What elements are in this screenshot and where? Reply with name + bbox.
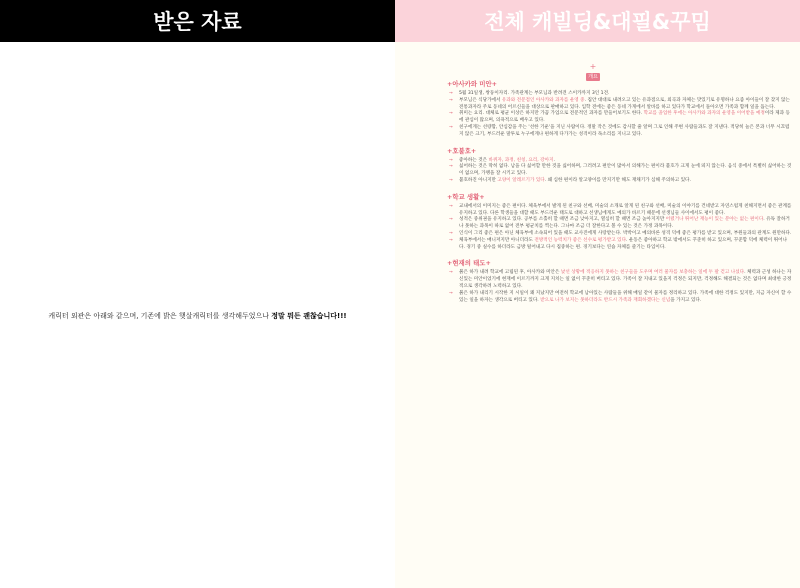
document-panel xyxy=(395,42,800,588)
document-section xyxy=(447,80,792,139)
right-header-title: 전체 캐빌딩&대필&꾸밈 xyxy=(484,10,711,34)
list-item xyxy=(449,98,792,112)
left-panel xyxy=(0,42,395,588)
arrow-icon: → xyxy=(449,270,453,276)
left-message-text: 캐릭터 외관은 아래와 같으며, 기존에 밝은 햇살캐릭터를 생각해두었으나 xyxy=(48,312,272,320)
arrow-icon: → xyxy=(449,237,453,243)
document-section xyxy=(447,259,792,304)
arrow-icon: → xyxy=(449,177,453,183)
arrow-icon: → xyxy=(449,124,453,130)
item-text: 좋아하는 것은 xyxy=(459,157,489,163)
list-item xyxy=(449,164,792,178)
flag-plus-icon: + xyxy=(589,62,597,71)
item-text: 싫어하는 것은 딱히 없다. 남을 다 싫어할 만한 것을 싫어하며, 그러려고 편안이 많아서 의해가는 편이라 불호가 크게 눈에 띄지 않는다. 음식 중에서 특별히 싫어하는 것이 없으며, 가맹을 잘 시키고 있다. xyxy=(459,164,792,177)
section-heading: +호불호+ xyxy=(447,146,477,155)
list-item xyxy=(449,238,792,252)
item-highlight: 낯선 상황에 적응하지 못하는 친구들을 도우며 여러 물자를 보충하는 일에 두 팔 걷고 나섰다 xyxy=(560,270,745,276)
item-text: 부모님은 식당가에서 xyxy=(459,97,502,103)
list-item xyxy=(449,125,792,139)
item-highlight: 고양이 알레르기가 있다 xyxy=(497,177,545,183)
arrow-icon: → xyxy=(449,91,453,96)
item-text-after: . 유독 잘하거나 못하는 과목이 따로 없어 전부 평균치를 찍는다. 그나마 조금 더 잘한다고 볼 수 있는 것은 가정 과목이다. xyxy=(459,217,790,230)
item-text: 체육부에서는 매니저지만 아니더라도 xyxy=(459,237,535,243)
item-highlight: 어렸거나 뛰어난 재능이 있는 분야는 없는 편이다 xyxy=(665,217,764,223)
item-text-after: . 집안 대대로 내려오고 있는 유과점으로, 외곡과 자체는 맛있기로 유명하나 요즘 아이들이 잘 찾지 않는 전통과자라 주로 동네의 어르신들을 대상으로 판매하고 있다. 입학 전에는 좋은 동네 가게에서 알바를 하고 있다가 학교에서 돌아오면 가족과 함께 일을 돕는다. xyxy=(459,97,790,110)
arrow-icon: → xyxy=(449,217,453,223)
item-highlight: 유과와 전문점인 아사카와 과자를 운영 중 xyxy=(501,97,585,103)
item-text-after: 을 가지고 있다. xyxy=(670,297,702,303)
item-highlight: 받으로 나가 보지는 못하더라도 반드시 가족과 재회하겠다는 신념 xyxy=(540,297,671,303)
left-message xyxy=(0,311,395,321)
right-header xyxy=(395,0,800,42)
item-highlight: 전방적인 능력치가 좋은 선수로 평가받고 있다 xyxy=(534,237,627,243)
item-text-after: . 왜 심한 편이라 알고양이를 만지기만 해도 재채기가 심해 주의하고 있다. xyxy=(544,177,691,183)
item-text: 5월 31일생, 쌍둥이자리. 가족관계는 부모님과 반려견 스이카까지 3인 1견. xyxy=(459,91,610,96)
left-message-bold: 정말 뭐든 괜찮습니다!!! xyxy=(271,312,347,320)
item-text: 교내에서의 이미지는 좋은 편이다. 체육부에서 발게 된 친구와 선배, 미술의 소개로 알게 된 친구와 선배, 미술의 이야기를 건네받고 자연스럽게 친해지면서 좋은 관계를 유지하고 있다. 다른 학생들을 대할 때도 부드러운 태도로 대하고 선생님에게도 예의가 바르기 때문에 선생님들 사이에서도 평이 좋다. xyxy=(459,203,792,216)
arrow-icon: → xyxy=(449,164,453,170)
list-item xyxy=(449,111,792,125)
list-item xyxy=(449,178,792,185)
list-item xyxy=(449,217,792,231)
arrow-icon: → xyxy=(449,111,453,117)
list-item xyxy=(449,291,792,305)
document-section xyxy=(447,193,792,252)
item-text: 붉은 하가 내려 학교에 고립된 후, 아사카와 미안은 xyxy=(459,270,561,276)
item-text: 인식이 그리 좋은 편은 아닌 체육부에 소속되어 있을 때도 교사진에게 사랑받는다. 박박이고 예의바른 성격 덕에 좋은 평가를 받고 있으며, 부원들과의 관계도 원만하다. xyxy=(459,230,792,236)
section-heading: +학교 생활+ xyxy=(447,192,485,201)
section-heading: +아사카와 미안+ xyxy=(447,80,497,88)
item-text: 불호하진 아니지만 xyxy=(459,177,498,183)
list-item xyxy=(449,231,792,238)
arrow-icon: → xyxy=(449,157,453,163)
item-text-after: 이라 제과 등에 관심이 많으며, 의욕적으로 배우고 있다. xyxy=(459,111,790,124)
left-header-title: 받은 자료 xyxy=(153,10,242,34)
section-heading: +현재의 태도+ xyxy=(447,259,491,268)
item-highlight: 학교를 졸업한 후에는 아사카와 과자의 운영을 이어받을 예정 xyxy=(643,111,765,117)
item-text-after: . 체력과 근성 하나는 자신있는 미안이었기에 현재에 이르기까지 크게 지치는 일 없이 꾸준히 버티고 있다. 가족이 잘 지내고 있을지 걱정은 되지만, 걱정해도 해결되는 것은 없다며 최대한 긍정적으로 생각하려 노력하고 있다. xyxy=(459,270,792,289)
document-body xyxy=(447,80,792,312)
list-item xyxy=(449,91,792,98)
arrow-icon: → xyxy=(449,230,453,236)
flag-tag: 개요 xyxy=(586,73,600,81)
arrow-icon: → xyxy=(449,97,453,103)
item-text: 취미는 요리. 대체로 평균 이상은 하지만 가끔 가업으로 전문적인 과자를 만들어보기도 한다. xyxy=(459,111,644,117)
item-text-after: . xyxy=(553,157,555,163)
item-text: 붉은 하가 내리기 시작한 지 시일이 꽤 지났지만 여전히 학교에 남아있는 사람들을 위해 매일 같이 물자를 정리하고 있다. 가족에 대한 걱정도 있지만, 지금 자신이 할 수 있는 일을 하자는 생각으로 버티고 있다. xyxy=(459,290,792,303)
item-highlight: 바퀴자, 과정, 친칭, 요리, 강아지 xyxy=(488,157,554,163)
document-section xyxy=(447,147,792,185)
list-item xyxy=(449,204,792,218)
arrow-icon: → xyxy=(449,290,453,296)
list-item xyxy=(449,270,792,290)
left-header xyxy=(0,0,395,42)
item-text: 성적은 중위권을 유지하고 있다. 공부를 소홀히 할 때면 조금 낮아지고, 열심히 할 때면 조금 높아지지만 xyxy=(459,217,666,223)
arrow-icon: → xyxy=(449,203,453,209)
item-text-after: . 운동은 좋아하고 학교 밖에서도 꾸준히 하고 있으며, 꾸준함 덕에 체력이 뛰어나다. 경기 중 실수를 하더라도 금방 털어내고 다시 집중하는 편. 경기보다는 연습 자체를 즐기는 타입이다. xyxy=(459,237,788,250)
item-text: 친구에게는 선량함, 안심감을 주는 '선한 기운'을 지닌 사람이다. 정말 작은 것에도 감사할 줄 알며 그로 인해 주변 사람들과도 잘 지낸다. 적당히 늘은 본과 너무 시끄럽지 않은 크기, 부드러운 말투로 누구에게나 편하게 다가가는 성격이라 독소리를 지니고 있다. xyxy=(459,124,790,137)
